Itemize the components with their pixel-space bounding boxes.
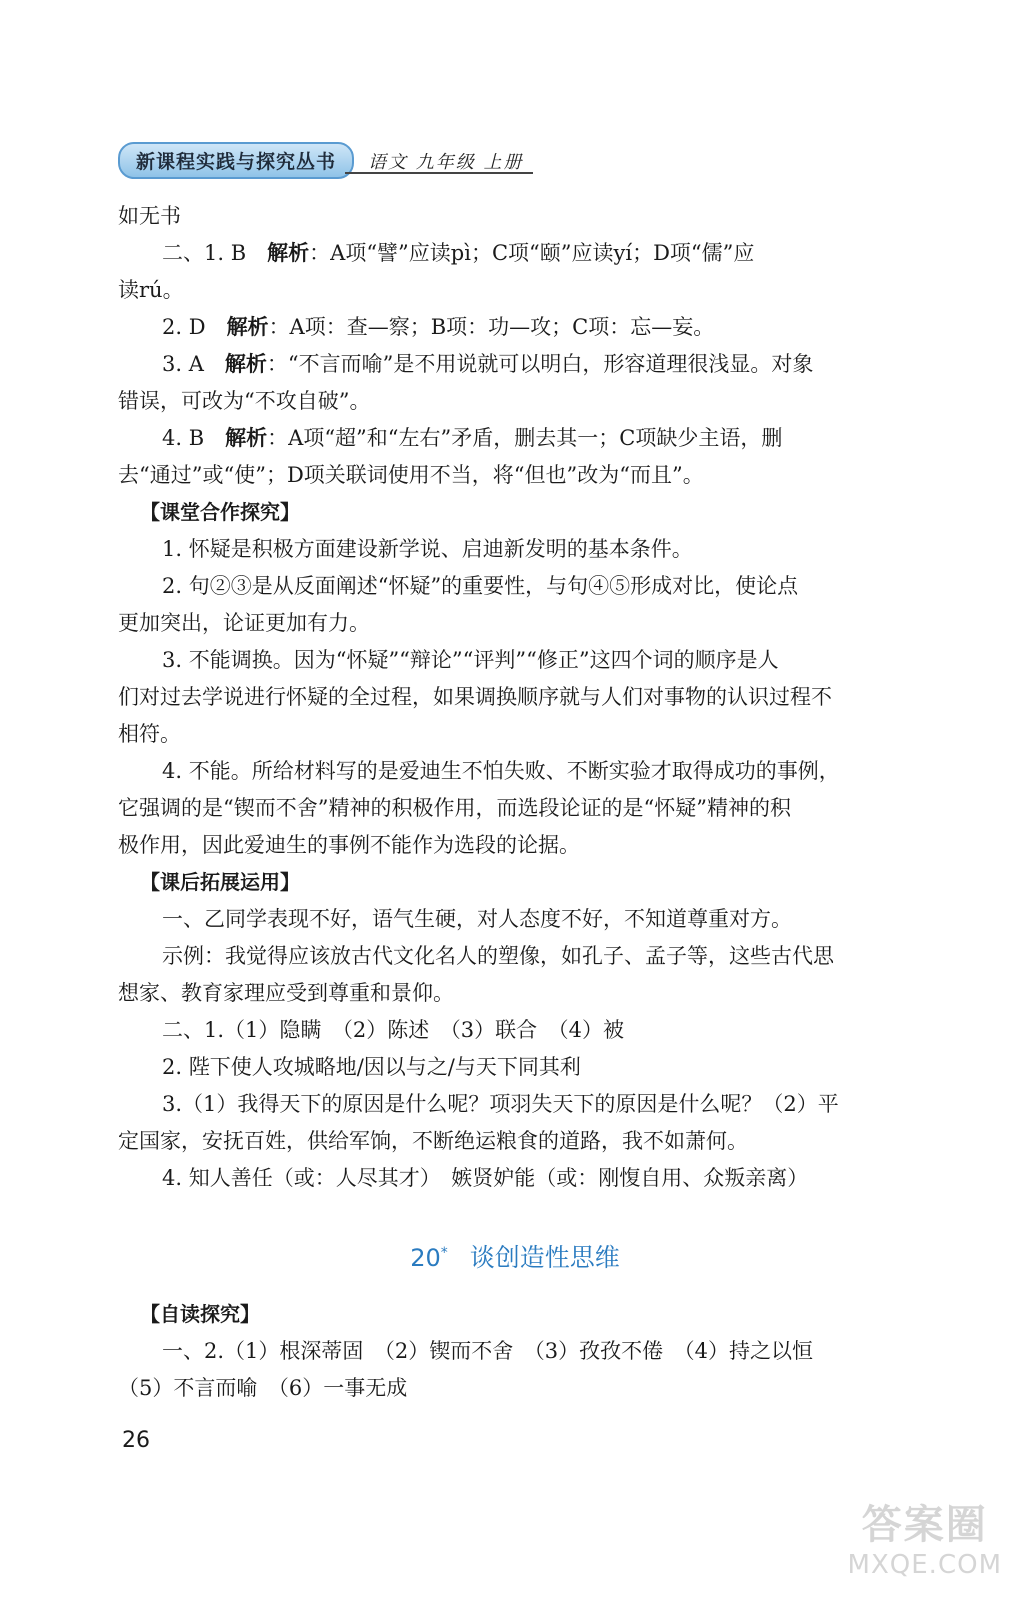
book-info: 语文 九年级 上册 (368, 151, 524, 173)
section-heading (118, 1296, 913, 1333)
line-text: 3.（1）我得天下的原因是什么呢？项羽失天下的原因是什么呢？（2）平 (162, 1092, 839, 1116)
series-badge: 新课程实践与探究丛书 (118, 142, 354, 179)
analysis-label: 解析 (267, 241, 310, 265)
line-text: 示例：我觉得应该放古代文化名人的塑像，如孔子、孟子等，这些古代思 (162, 944, 834, 968)
line-text: 【课后拓展运用】 (140, 870, 300, 894)
line-text: ：A项“超”和“左右”矛盾，删去其一；C项缺少主语，删 (267, 426, 783, 450)
lesson-number: 20 (410, 1244, 441, 1272)
lesson-star: * (440, 1244, 448, 1261)
line-text: 【课堂合作探究】 (140, 500, 300, 524)
text-line (118, 1333, 913, 1370)
line-text: 它强调的是“锲而不舍”精神的积极作用，而选段论证的是“怀疑”精神的积 (118, 796, 791, 820)
text-line (118, 642, 913, 679)
line-text: 1. 怀疑是积极方面建设新学说、启迪新发明的基本条件。 (162, 537, 693, 561)
header-rule (345, 172, 533, 174)
text-line (118, 531, 913, 568)
answer-label: 二、1. B (162, 241, 247, 265)
line-text: 3. 不能调换。因为“怀疑”“辩论”“评判”“修正”这四个词的顺序是人 (162, 648, 779, 672)
text-line (118, 605, 913, 642)
text-line (118, 309, 913, 346)
analysis-label: 解析 (225, 426, 268, 450)
line-text: 【自读探究】 (140, 1302, 260, 1326)
line-text: 4. 不能。所给材料写的是爱迪生不怕失败、不断实验才取得成功的事例， (162, 759, 840, 783)
line-text: 如无书 (118, 204, 181, 228)
analysis-label: 解析 (224, 352, 267, 376)
line-text: 定国家，安抚百姓，供给军饷，不断绝运粮食的道路，我不如萧何。 (118, 1129, 748, 1153)
answer-label: 4. B (162, 426, 205, 450)
line-text: 们对过去学说进行怀疑的全过程，如果调换顺序就与人们对事物的认识过程不 (118, 685, 832, 709)
line-text: ：A项：查—察；B项：功—攻；C项：忘—妄。 (268, 315, 715, 339)
text-line (118, 346, 913, 383)
line-text: 4. 知人善任（或：人尽其才） 嫉贤妒能（或：刚愎自用、众叛亲离） (162, 1166, 809, 1190)
text-line (118, 198, 913, 235)
line-text: 一、2.（1）根深蒂固 （2）锲而不舍 （3）孜孜不倦 （4）持之以恒 (162, 1339, 813, 1363)
watermark-text: 答案圈 (861, 1502, 988, 1548)
text-line (118, 679, 913, 716)
line-text: 去“通过”或“使”；D项关联词使用不当，将“但也”改为“而且”。 (118, 463, 704, 487)
analysis-label: 解析 (226, 315, 269, 339)
text-line (118, 383, 913, 420)
page-number: 26 (122, 1428, 150, 1453)
text-line (118, 827, 913, 864)
line-text: 读rú。 (118, 278, 184, 302)
text-line (118, 420, 913, 457)
text-line (118, 457, 913, 494)
line-text: 二、1.（1）隐瞒 （2）陈述 （3）联合 （4）被 (162, 1018, 624, 1042)
text-line (118, 753, 913, 790)
text-line (118, 272, 913, 309)
text-line (118, 1049, 913, 1086)
text-line (118, 716, 913, 753)
text-line (118, 1123, 913, 1160)
line-text: ：“不言而喻”是不用说就可以明白，形容道理很浅显。对象 (266, 352, 814, 376)
text-line (118, 975, 913, 1012)
text-line (118, 938, 913, 975)
text-line (118, 1160, 913, 1197)
line-text: 错误，可改为“不攻自破”。 (118, 389, 371, 413)
line-text: 2. 句②③是从反面阐述“怀疑”的重要性，与句④⑤形成对比，使论点 (162, 574, 799, 598)
line-text: 2. 陛下使人攻城略地/因以与之/与天下同其利 (162, 1055, 581, 1079)
lesson-title (0, 1238, 1030, 1274)
section-heading (118, 494, 913, 531)
text-line (118, 1086, 913, 1123)
answer-content (118, 198, 913, 1197)
answer-content-lesson20 (118, 1296, 913, 1407)
text-line (118, 1012, 913, 1049)
line-text: 相符。 (118, 722, 181, 746)
lesson-name: 谈创造性思维 (469, 1243, 620, 1272)
text-line (118, 1370, 913, 1407)
text-line (118, 235, 913, 272)
text-line (118, 901, 913, 938)
text-line (118, 790, 913, 827)
line-text: ：A项“譬”应读pì；C项“颐”应读yí；D项“儒”应 (309, 241, 755, 265)
section-heading (118, 864, 913, 901)
line-text: 一、乙同学表现不好，语气生硬，对人态度不好，不知道尊重对方。 (162, 907, 792, 931)
answer-label: 3. A (162, 352, 204, 376)
text-line (118, 568, 913, 605)
line-text: 极作用，因此爱迪生的事例不能作为选段的论据。 (118, 833, 580, 857)
watermark-logo (848, 1493, 1002, 1580)
watermark-url: MXQE.COM (847, 1550, 1002, 1580)
answer-label: 2. D (162, 315, 206, 339)
line-text: 更加突出，论证更加有力。 (118, 611, 370, 635)
line-text: 想家、教育家理应受到尊重和景仰。 (118, 981, 454, 1005)
line-text: （5）不言而喻 （6）一事无成 (118, 1376, 408, 1400)
